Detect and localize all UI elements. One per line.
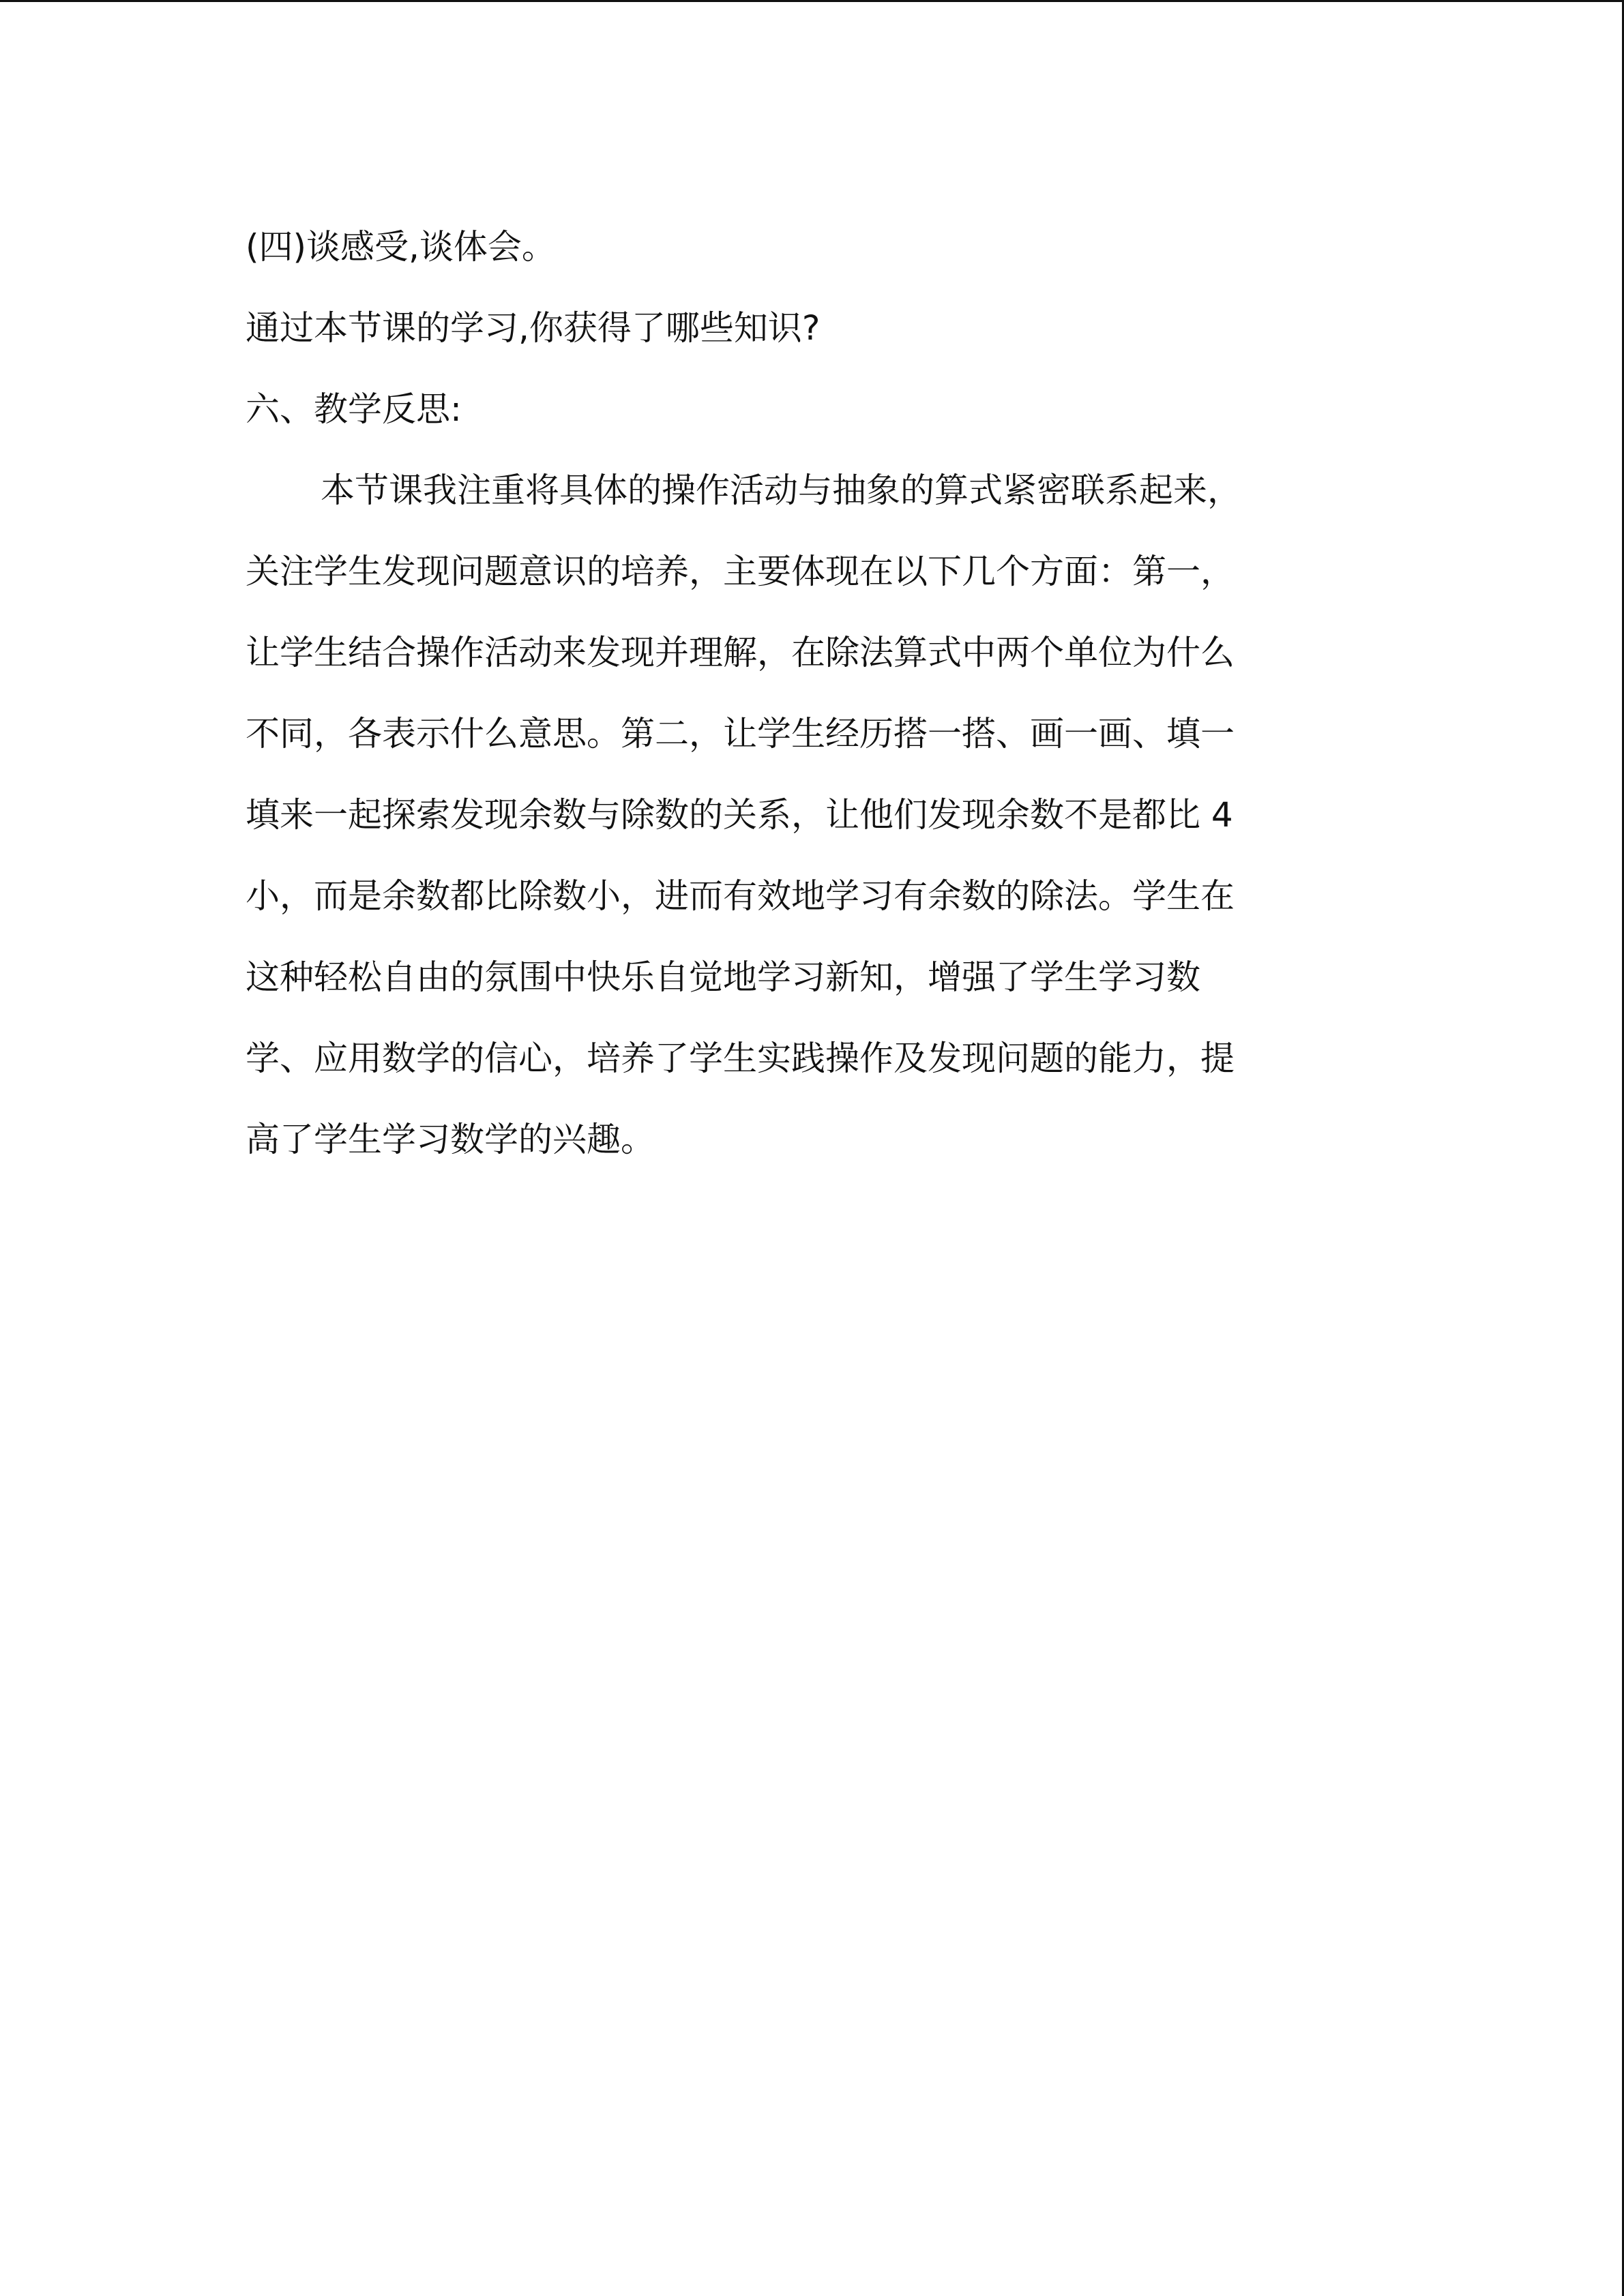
paragraph-line: 填来一起探索发现余数与除数的关系，让他们发现余数不是都比 4 (246, 795, 1233, 835)
paragraph-line: 学、应用数学的信心，培养了学生实践操作及发现问题的能力，提 (246, 1039, 1235, 1078)
section-subheading: (四)谈感受,谈体会。 (246, 227, 556, 267)
question-line: 通过本节课的学习,你获得了哪些知识? (246, 308, 821, 348)
paragraph-line: 高了学生学习数学的兴趣。 (246, 1120, 655, 1159)
paragraph-line: 本节课我注重将具体的操作活动与抽象的算式紧密联系起来， (321, 471, 1241, 510)
paragraph-line: 不同，各表示什么意思。第二，让学生经历搭一搭、画一画、填一 (246, 714, 1235, 754)
document-body (246, 207, 1364, 1180)
paragraph-line: 小，而是余数都比除数小，进而有效地学习有余数的除法。学生在 (246, 876, 1235, 916)
section-heading: 六、教学反思: (246, 389, 462, 429)
paragraph-line: 让学生结合操作活动来发现并理解，在除法算式中两个单位为什么 (246, 633, 1235, 672)
paragraph-line: 这种轻松自由的氛围中快乐自觉地学习新知，增强了学生学习数 (246, 957, 1200, 997)
paragraph-line: 关注学生发现问题意识的培养，主要体现在以下几个方面：第一， (246, 552, 1235, 591)
